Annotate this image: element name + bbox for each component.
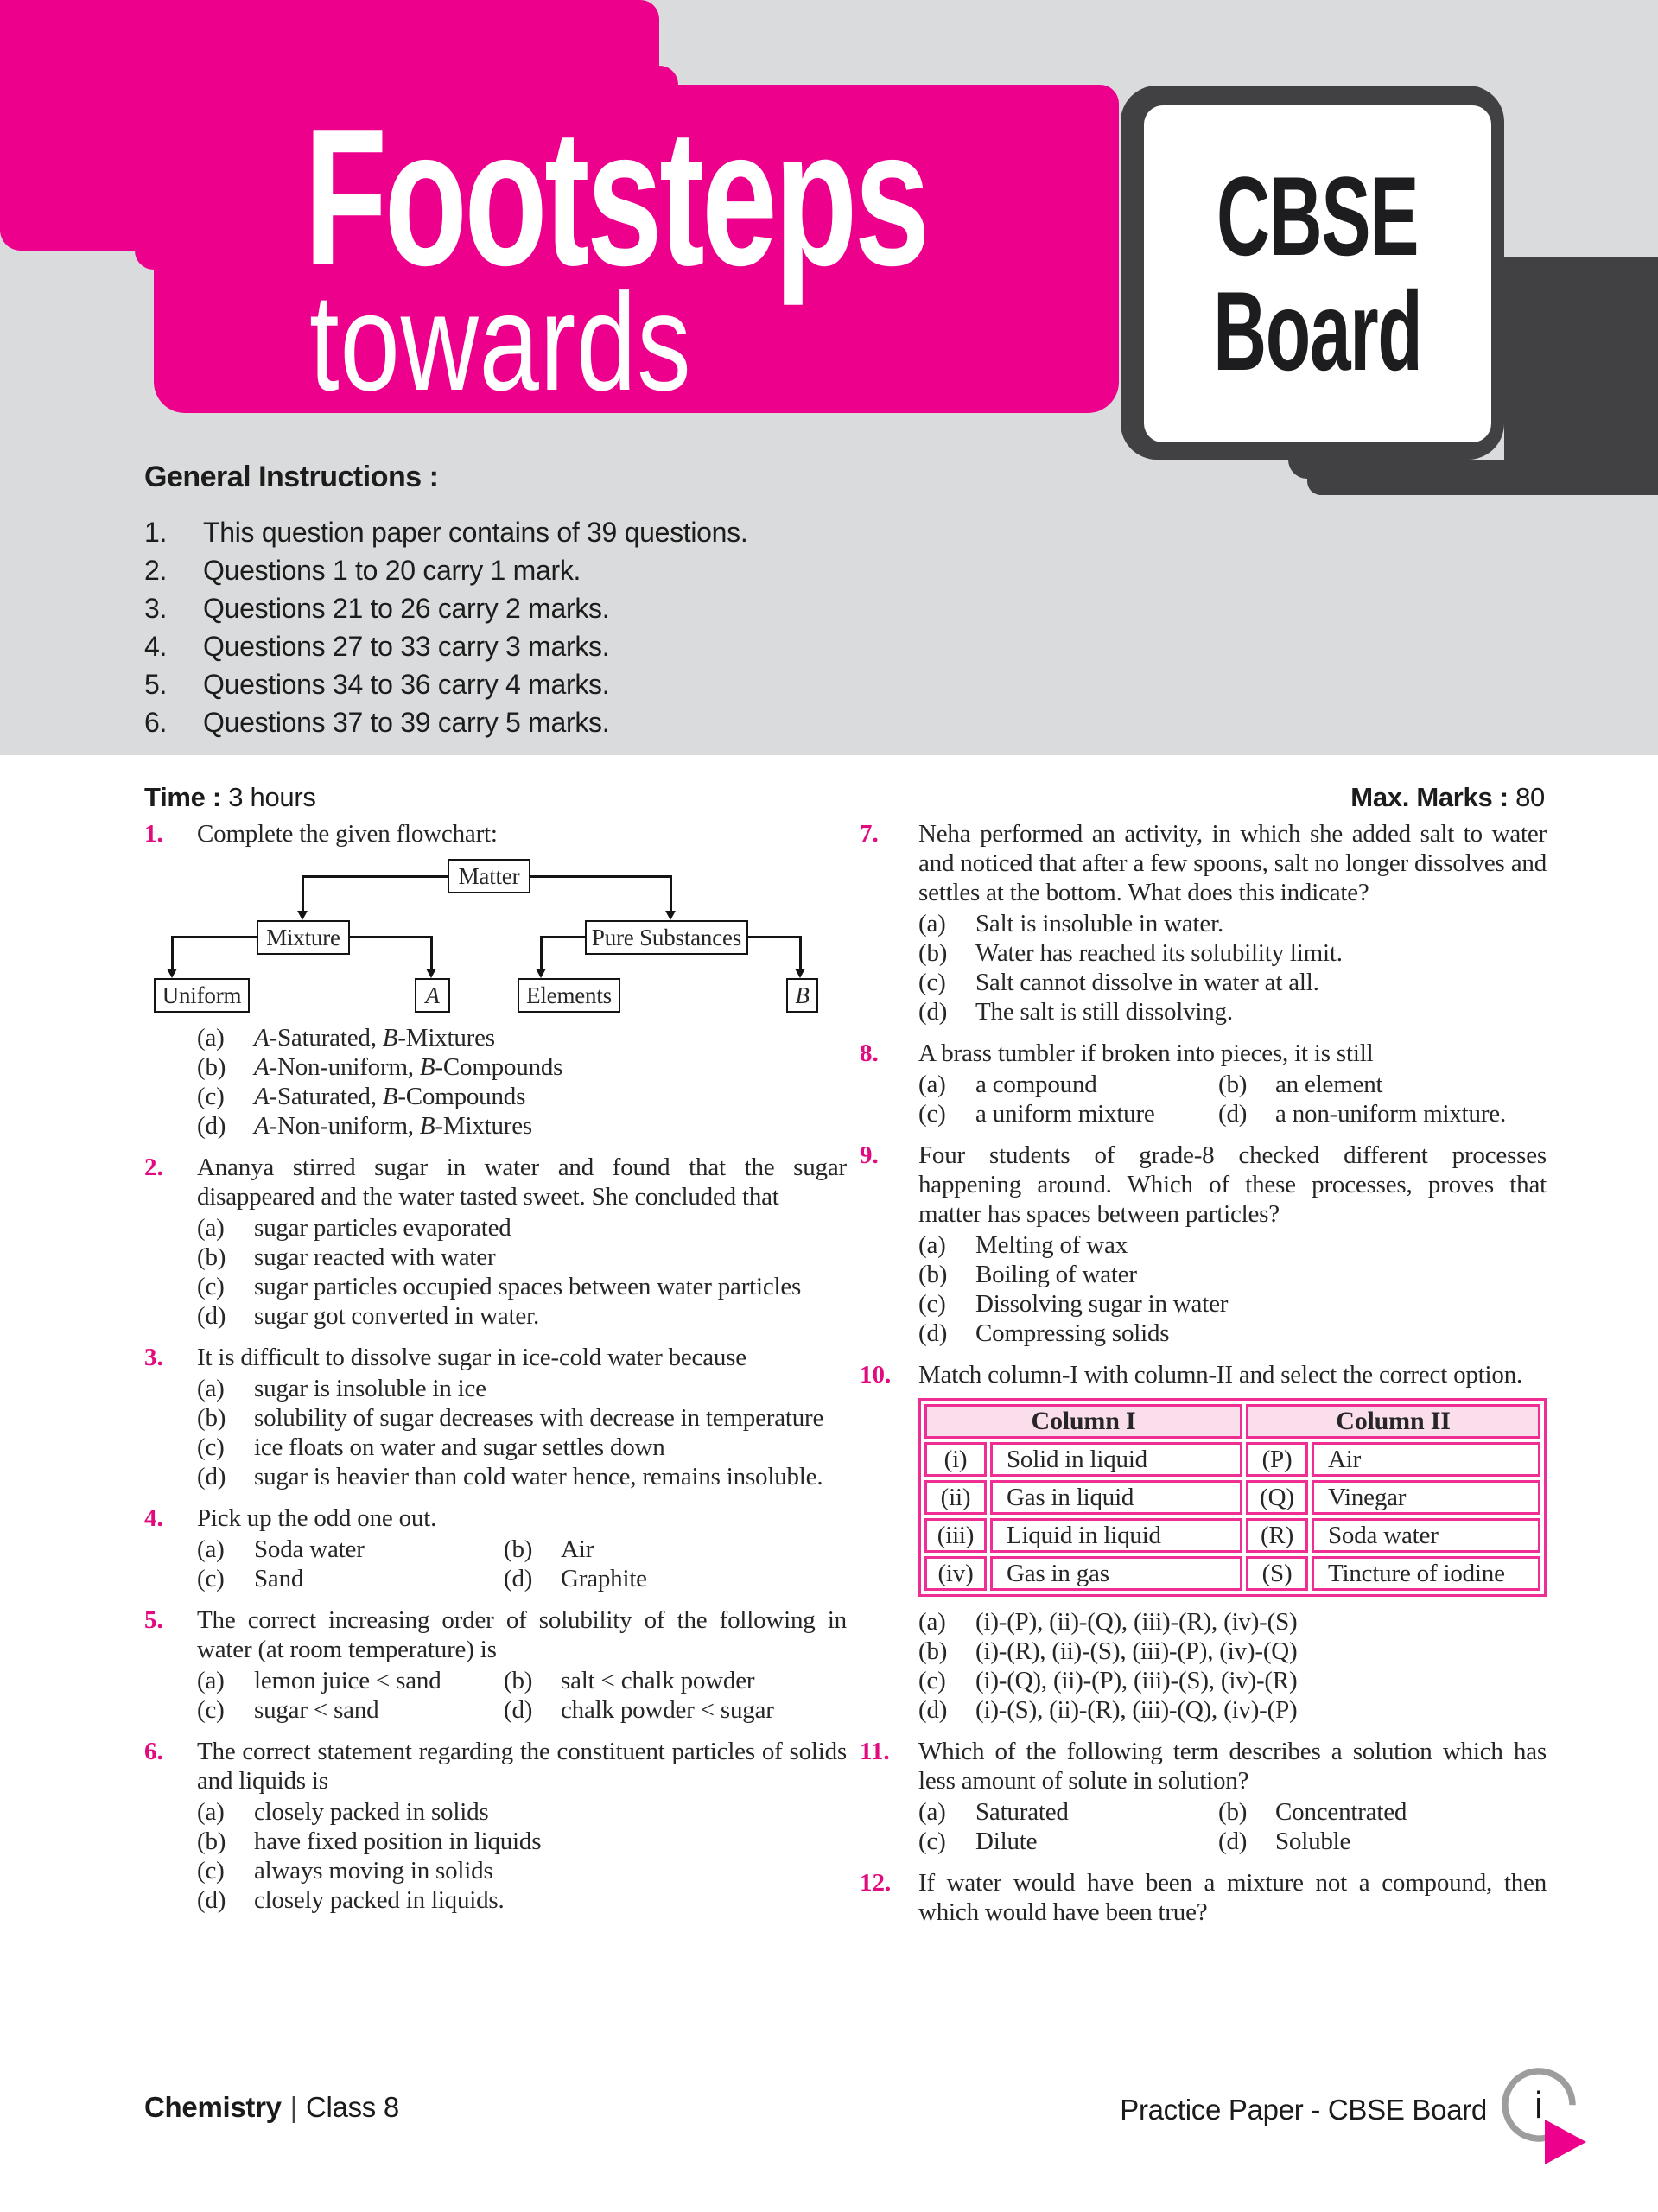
options-list (197, 1023, 847, 1141)
option: (b) (i)-(R), (ii)-(S), (iii)-(P), (iv)-(Q) (918, 1637, 1298, 1665)
flow-arrow (665, 911, 676, 920)
table-cell: Soda water (1312, 1518, 1540, 1553)
instruction-item (144, 703, 747, 741)
option: (d) closely packed in liquids. (197, 1886, 505, 1914)
option: (a) Melting of wax (918, 1231, 1128, 1259)
logo-subtitle: towards (309, 264, 692, 419)
instruction-number: 5. (144, 668, 168, 700)
flow-line (670, 875, 672, 911)
flow-line (171, 936, 174, 969)
option: (d) sugar got converted in water. (197, 1302, 540, 1330)
table-cell: (S) (1246, 1556, 1308, 1591)
question-number: 3. (144, 1344, 163, 1371)
flow-box-elements: Elements (518, 978, 620, 1013)
option: (a) sugar particles evaporated (197, 1214, 511, 1242)
header-band (0, 0, 1658, 755)
flow-arrow (426, 969, 436, 978)
instruction-text: Questions 27 to 33 carry 3 marks. (203, 630, 610, 662)
table-header-column-1: Column I (924, 1404, 1242, 1439)
question-number: 11. (860, 1738, 890, 1765)
option: (c) (i)-(Q), (ii)-(P), (iii)-(S), (iv)-(R) (918, 1667, 1298, 1694)
time-marks-row (144, 782, 1545, 813)
flow-line (171, 936, 257, 938)
flow-line (748, 936, 802, 938)
question-2 (144, 1153, 847, 1331)
pink-corner-fillet (135, 251, 154, 270)
option: (d) a non-uniform mixture. (1218, 1100, 1507, 1128)
table-cell: Liquid in liquid (990, 1518, 1242, 1553)
question-number: 4. (144, 1504, 163, 1532)
play-arrow-icon (1545, 2120, 1586, 2164)
footer-class: Class 8 (305, 2091, 399, 2123)
option: (d) (i)-(S), (ii)-(R), (iii)-(Q), (iv)-(P) (918, 1696, 1298, 1724)
flow-box-pure-substances: Pure Substances (585, 920, 748, 955)
option: (c) Dissolving sugar in water (918, 1290, 1229, 1318)
table-cell: (Q) (1246, 1480, 1308, 1515)
option: (d) chalk powder < sugar (504, 1696, 774, 1724)
badge-shadow-shape (1504, 257, 1658, 495)
option: (d) The salt is still dissolving. (918, 998, 1233, 1026)
question-9 (860, 1141, 1547, 1348)
instruction-item (144, 665, 747, 703)
option: (b) A-Non-uniform, B-Compounds (197, 1053, 563, 1081)
question-number: 5. (144, 1606, 163, 1634)
time-label-group (144, 782, 316, 813)
question-8 (860, 1039, 1547, 1128)
table-cell: Tincture of iodine (1312, 1556, 1540, 1591)
option: (b) an element (1218, 1071, 1383, 1098)
page-number: i (1534, 2084, 1543, 2126)
flow-line (430, 936, 433, 969)
flow-box-matter: Matter (448, 859, 530, 893)
question-3 (144, 1343, 847, 1491)
footer-separator: | (289, 2091, 297, 2123)
marks-value: 80 (1515, 782, 1545, 812)
instruction-number: 2. (144, 554, 168, 586)
question-5 (144, 1605, 847, 1725)
logo-title: Footsteps (304, 88, 928, 306)
option: (d) Soluble (1218, 1827, 1351, 1855)
flow-arrow (795, 969, 805, 978)
option: (d) Compressing solids (918, 1319, 1170, 1347)
question-number: 12. (860, 1869, 892, 1897)
option: (b) Boiling of water (918, 1261, 1137, 1288)
question-text: The correct statement regarding the constituent particles of solids and liquids is (197, 1738, 847, 1795)
question-text: Ananya stirred sugar in water and found that the sugar disappeared and the water tasted sweet. She concluded that (197, 1154, 847, 1211)
instruction-text: Questions 1 to 20 carry 1 mark. (203, 554, 581, 586)
question-number: 7. (860, 820, 879, 848)
marks-label: Max. Marks : (1350, 782, 1509, 812)
instruction-number: 4. (144, 630, 168, 662)
question-text: Pick up the odd one out. (197, 1504, 437, 1532)
question-4 (144, 1503, 847, 1593)
badge-bottom-tab (1307, 460, 1504, 495)
option: (b) salt < chalk powder (504, 1667, 755, 1694)
table-cell: (iv) (924, 1556, 987, 1591)
footer-left (144, 2091, 399, 2124)
option: (b) Water has reached its solubility limit. (918, 939, 1343, 967)
option: (b) solubility of sugar decreases with decrease in temperature (197, 1404, 824, 1432)
instruction-text: Questions 21 to 26 carry 2 marks. (203, 592, 610, 624)
option: (a) Saturated (918, 1798, 1069, 1826)
question-text: Match column-I with column-II and select the correct option. (918, 1361, 1523, 1389)
instruction-number: 6. (144, 706, 168, 738)
option: (a) a compound (918, 1071, 1097, 1098)
question-text: Four students of grade-8 checked different processes happening around. Which of these processes, proves that matter has spaces between particles? (918, 1141, 1547, 1228)
option: (c) Dilute (918, 1827, 1038, 1855)
option: (c) A-Saturated, B-Compounds (197, 1083, 526, 1110)
flow-arrow (167, 969, 177, 978)
option: (b) Concentrated (1218, 1798, 1407, 1826)
badge-line2: Board (1213, 268, 1422, 394)
time-label: Time : (144, 782, 221, 812)
pink-corner-fillet (659, 66, 678, 85)
table-header-column-2: Column II (1246, 1404, 1540, 1439)
question-text: Complete the given flowchart: (197, 820, 498, 848)
table-cell: Vinegar (1312, 1480, 1540, 1515)
left-column (144, 819, 847, 1939)
table-cell: (ii) (924, 1480, 987, 1515)
option: (a) A-Saturated, B-Mixtures (197, 1024, 495, 1052)
table-cell: Gas in liquid (990, 1480, 1242, 1515)
option: (c) sugar particles occupied spaces between water particles (197, 1273, 802, 1300)
option: (d) sugar is heavier than cold water hence, remains insoluble. (197, 1463, 823, 1491)
flow-line (530, 875, 671, 878)
flow-line (302, 875, 304, 911)
badge-corner-fillet (1288, 460, 1307, 479)
option: (b) Air (504, 1535, 594, 1563)
instruction-number: 3. (144, 592, 168, 624)
questions-area (144, 819, 1547, 1939)
flow-line (540, 936, 543, 969)
flow-box-uniform: Uniform (154, 978, 250, 1013)
question-6 (144, 1737, 847, 1915)
cbse-badge (1144, 105, 1491, 442)
instruction-item (144, 513, 747, 551)
general-instructions-list (144, 513, 747, 741)
option: (a) sugar is insoluble in ice (197, 1375, 486, 1402)
question-text: If water would have been a mixture not a compound, then which would have been true? (918, 1869, 1547, 1926)
flow-box-a: A (415, 978, 450, 1013)
instruction-item (144, 551, 747, 589)
footer-right (1120, 2066, 1589, 2170)
option: (c) always moving in solids (197, 1857, 493, 1885)
general-instructions-heading: General Instructions : (144, 461, 439, 493)
question-10 (860, 1360, 1547, 1725)
page-number-icon (1499, 2066, 1589, 2170)
right-column (860, 819, 1547, 1939)
option: (d) A-Non-uniform, B-Mixtures (197, 1112, 532, 1140)
question-number: 9. (860, 1141, 879, 1169)
table-cell: (P) (1246, 1442, 1308, 1477)
option: (c) Salt cannot dissolve in water at all. (918, 969, 1319, 996)
instruction-text: This question paper contains of 39 questions. (203, 516, 748, 548)
instruction-number: 1. (144, 516, 168, 548)
question-text: The correct increasing order of solubility of the following in water (at room temperature) is (197, 1606, 847, 1663)
option: (b) sugar reacted with water (197, 1243, 496, 1271)
question-7 (860, 819, 1547, 1027)
badge-line1: CBSE (1217, 153, 1419, 279)
option: (b) have fixed position in liquids (197, 1827, 542, 1855)
question-number: 1. (144, 820, 163, 848)
flow-box-b: B (786, 978, 818, 1013)
question-text: A brass tumbler if broken into pieces, it is still (918, 1039, 1374, 1067)
flow-box-mixture: Mixture (257, 920, 350, 955)
table-cell: Solid in liquid (990, 1442, 1242, 1477)
flow-arrow (297, 911, 308, 920)
instruction-item (144, 589, 747, 627)
table-cell: (i) (924, 1442, 987, 1477)
flow-line (350, 936, 432, 938)
option: (a) lemon juice < sand (197, 1667, 441, 1694)
question-12 (860, 1868, 1547, 1927)
question-text: Neha performed an activity, in which she added salt to water and noticed that after a few spoons, salt no longer dissolves and settles at the bottom. What does this indicate? (918, 820, 1547, 906)
question-number: 2. (144, 1154, 163, 1181)
question-1 (144, 819, 847, 1141)
flow-line (799, 936, 802, 969)
option: (c) Sand (197, 1565, 304, 1592)
flowchart (144, 852, 847, 1018)
footer-subject: Chemistry (144, 2091, 282, 2123)
question-number: 10. (860, 1361, 892, 1389)
flow-line (302, 875, 448, 878)
table-cell: Air (1312, 1442, 1540, 1477)
marks-label-group (1350, 782, 1545, 813)
option: (a) Salt is insoluble in water. (918, 910, 1223, 938)
option: (c) sugar < sand (197, 1696, 379, 1724)
question-text: Which of the following term describes a solution which has less amount of solute in solution? (918, 1738, 1547, 1795)
option: (d) Graphite (504, 1565, 647, 1592)
match-table (918, 1398, 1547, 1597)
instruction-item (144, 627, 747, 665)
option: (a) closely packed in solids (197, 1798, 489, 1826)
footer-paper-title: Practice Paper - CBSE Board (1120, 2094, 1487, 2126)
option: (c) a uniform mixture (918, 1100, 1155, 1128)
instruction-text: Questions 37 to 39 carry 5 marks. (203, 706, 610, 738)
question-number: 8. (860, 1039, 879, 1067)
option: (a) Soda water (197, 1535, 365, 1563)
flow-line (540, 936, 585, 938)
option: (a) (i)-(P), (ii)-(Q), (iii)-(R), (iv)-(S) (918, 1608, 1298, 1636)
table-cell: (iii) (924, 1518, 987, 1553)
question-number: 6. (144, 1738, 163, 1765)
time-value: 3 hours (228, 782, 316, 812)
table-cell: Gas in gas (990, 1556, 1242, 1591)
question-text: It is difficult to dissolve sugar in ice-cold water because (197, 1344, 746, 1371)
table-cell: (R) (1246, 1518, 1308, 1553)
option: (c) ice floats on water and sugar settles down (197, 1433, 665, 1461)
question-11 (860, 1737, 1547, 1856)
flow-arrow (536, 969, 546, 978)
instruction-text: Questions 34 to 36 carry 4 marks. (203, 668, 610, 700)
